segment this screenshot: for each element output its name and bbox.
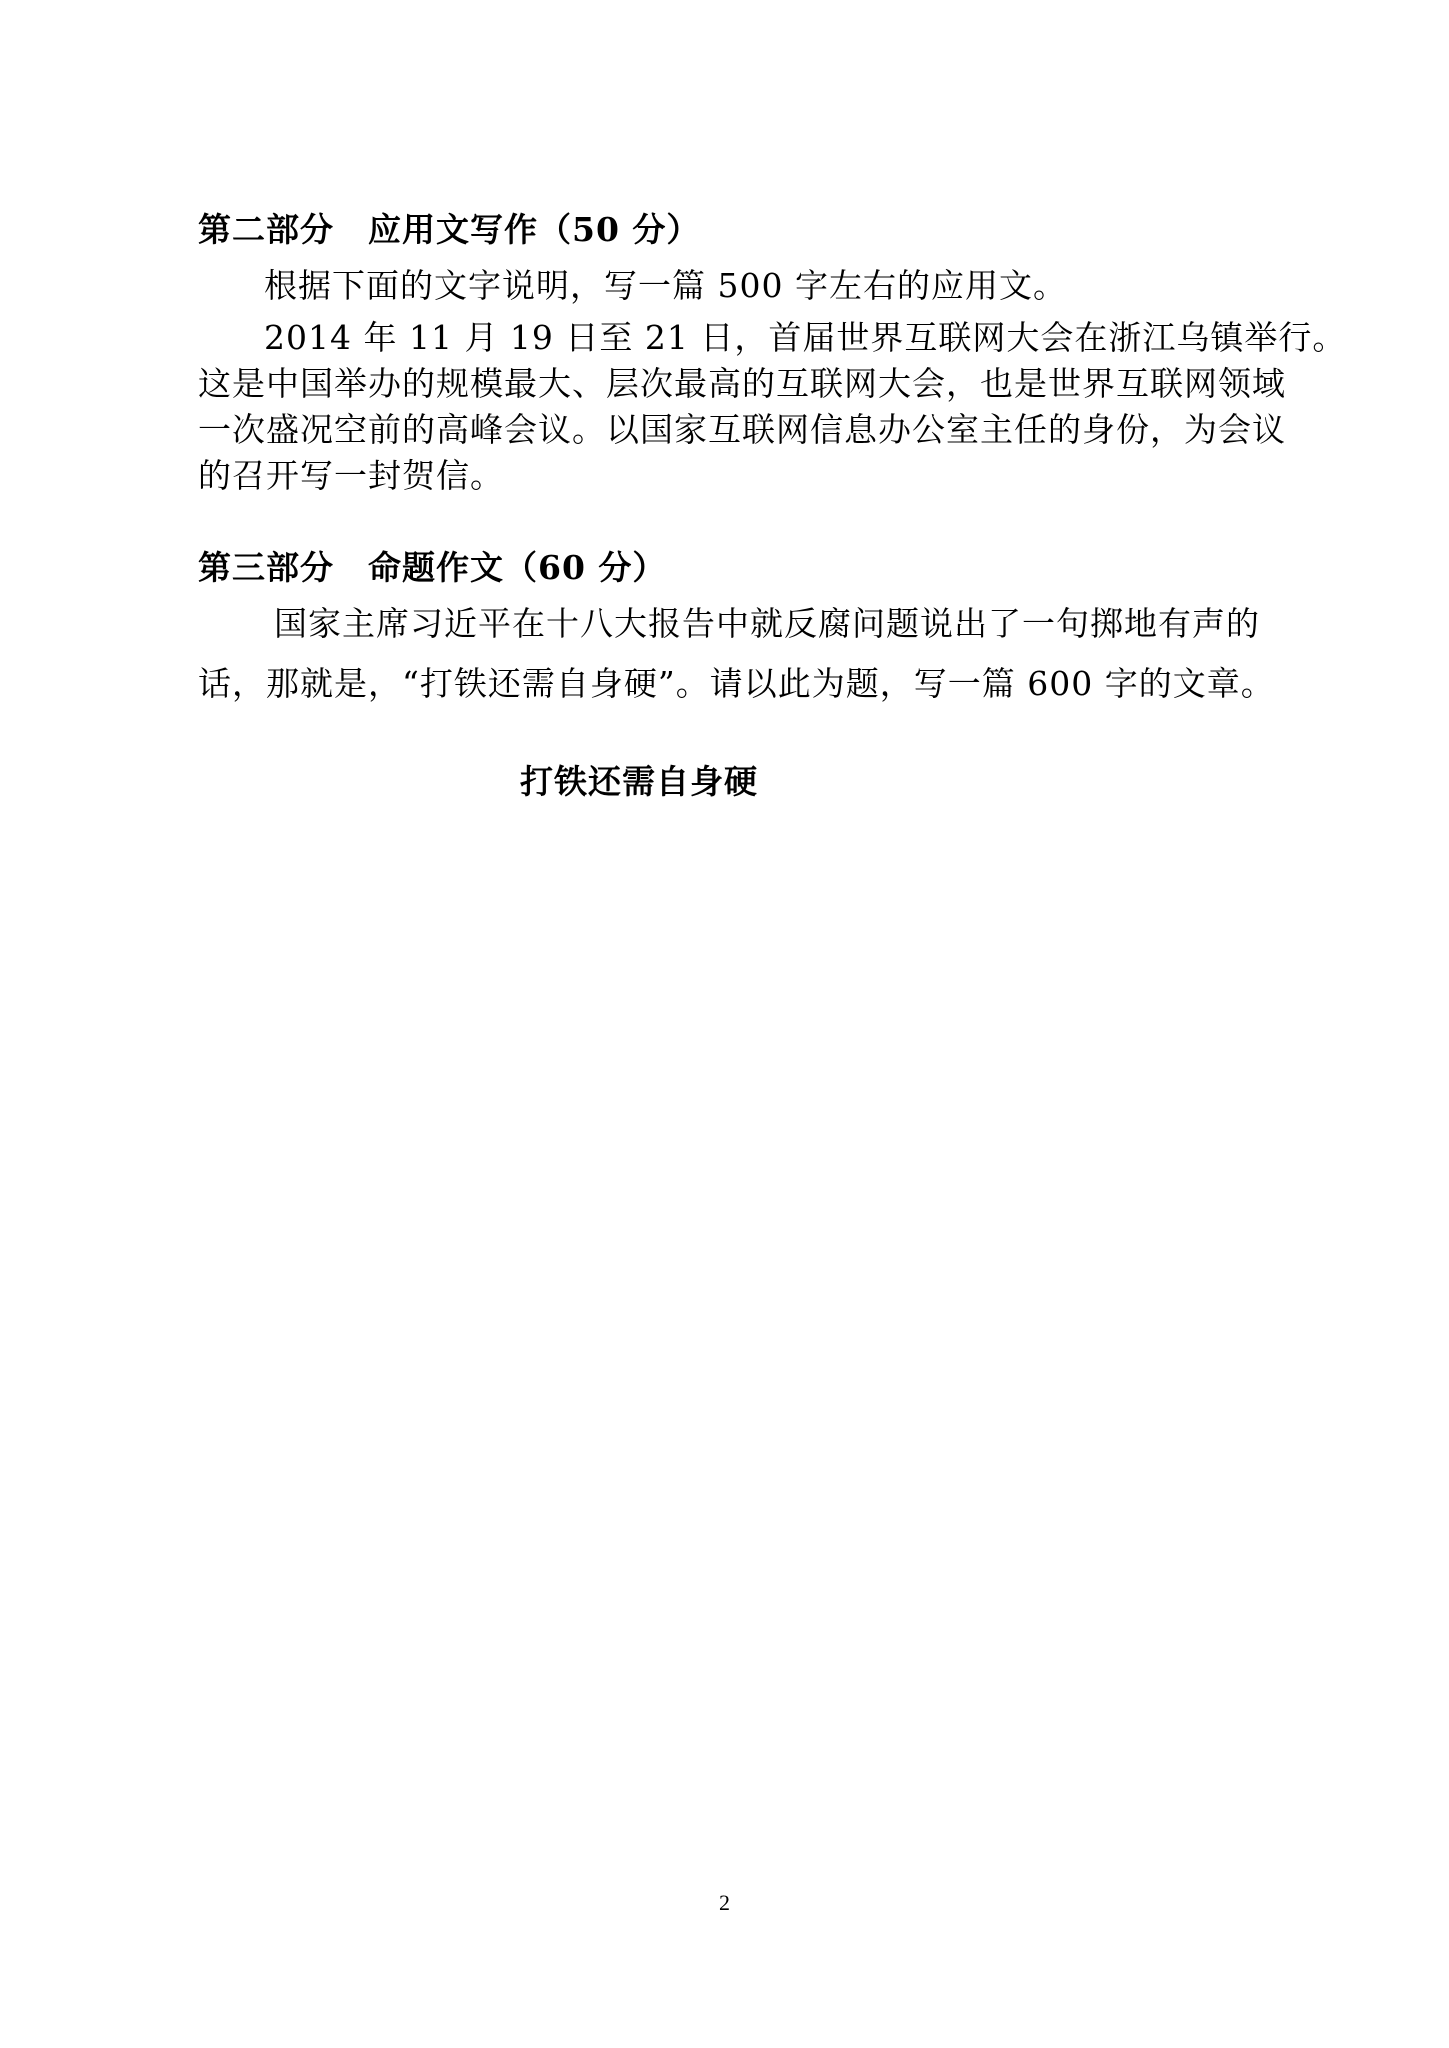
part2-heading: 第二部分 应用文写作（50 分）: [198, 210, 701, 249]
part3-paragraph-line: 国家主席习近平在十八大报告中就反腐问题说出了一句掷地有声的: [274, 604, 1260, 643]
part2-paragraph-line: 2014 年 11 月 19 日至 21 日，首届世界互联网大会在浙江乌镇举行。: [264, 318, 1347, 357]
part2-instruction: 根据下面的文字说明，写一篇 500 字左右的应用文。: [264, 266, 1067, 305]
part3-heading: 第三部分 命题作文（60 分）: [198, 548, 667, 587]
page-number: 2: [719, 1890, 730, 1915]
part2-paragraph-line: 这是中国举办的规模最大、层次最高的互联网大会，也是世界互联网领域: [198, 364, 1286, 403]
part2-paragraph-line: 一次盛况空前的高峰会议。以国家互联网信息办公室主任的身份，为会议: [198, 410, 1286, 449]
part3-paragraph-line: 话，那就是，“打铁还需自身硬”。请以此为题，写一篇 600 字的文章。: [198, 664, 1275, 703]
essay-title: 打铁还需自身硬: [520, 762, 758, 801]
part2-paragraph-line: 的召开写一封贺信。: [198, 456, 504, 495]
